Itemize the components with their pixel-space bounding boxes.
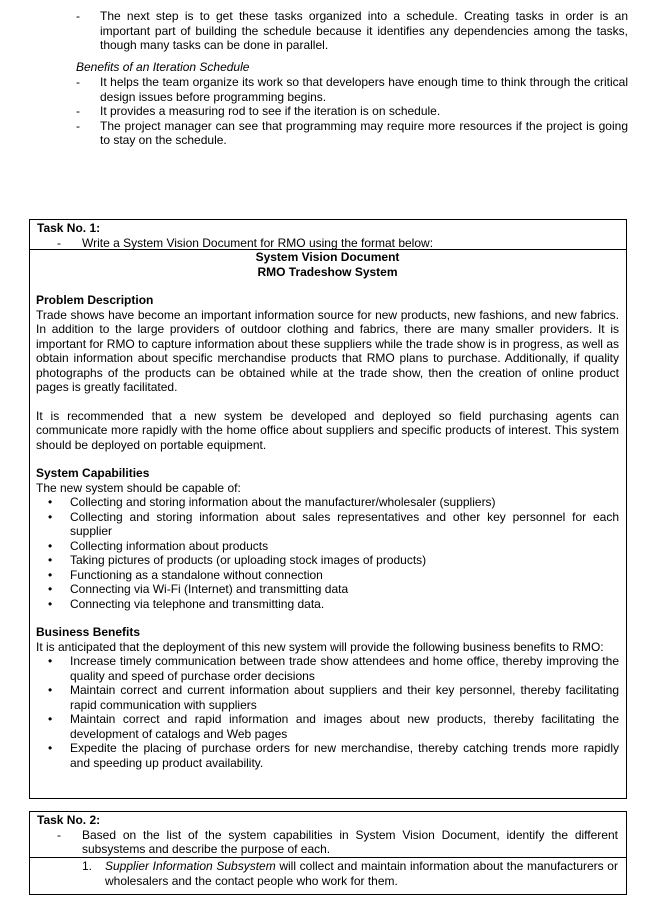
benefit-item bbox=[76, 119, 628, 148]
business-benefit-item bbox=[36, 654, 619, 683]
capability-item-text: Collecting and storing information about sales representatives and other key personnel for each supplier bbox=[70, 509, 619, 538]
benefit-item bbox=[76, 75, 628, 104]
problem-paragraph-2: It is recommended that a new system be developed and deployed so field purchasing agents can communicate more rapidly with the home office about suppliers and specific products of interest. This system should be deployed on portable equipment. bbox=[36, 408, 619, 452]
capability-item bbox=[36, 553, 619, 568]
capabilities-intro: The new system should be capable of: bbox=[36, 480, 241, 495]
benefit-item-text: It provides a measuring rod to see if the iteration is on schedule. bbox=[100, 104, 441, 118]
bullet-icon: • bbox=[48, 567, 53, 582]
capability-item bbox=[36, 510, 619, 539]
dash-marker: - bbox=[76, 75, 80, 89]
business-benefit-item bbox=[36, 741, 619, 770]
benefit-item bbox=[76, 104, 628, 119]
bullet-icon: • bbox=[48, 538, 53, 553]
dash-marker: - bbox=[57, 827, 61, 842]
business-benefit-text: Increase timely communication between trade show attendees and home office, thereby improving the quality and speed of purchase order decisions bbox=[70, 654, 619, 683]
bullet-icon: • bbox=[48, 582, 53, 596]
capability-item-text: Connecting via telephone and transmitting data. bbox=[70, 596, 325, 611]
capability-item-text: Taking pictures of products (or uploading stock images of products) bbox=[70, 553, 427, 567]
capability-item bbox=[36, 539, 619, 554]
intro-item bbox=[76, 9, 628, 53]
problem-paragraph-1: Trade shows have become an important information source for new products, new fashions, and new fabrics. In addition to the large providers of outdoor clothing and fabrics, there are many smaller providers. It is important for RMO to capture information about these suppliers while the trade show is in progress, as well as obtain information about specific merchandise products that RMO plans to purchase. Additionally, if quality photographs of the products can be obtained while at the trade show, then the creation of online product pages is greatly facilitated. bbox=[36, 307, 619, 394]
business-benefit-text: Maintain correct and current information about suppliers and their key personnel, thereby facilitating rapid communication with suppliers bbox=[70, 683, 619, 712]
dash-marker: - bbox=[76, 104, 80, 118]
capabilities-heading: System Capabilities bbox=[36, 466, 150, 480]
capability-item bbox=[36, 597, 619, 612]
business-benefits-intro: It is anticipated that the deployment of this new system will provide the following business benefits to RMO: bbox=[36, 639, 604, 654]
dash-marker: - bbox=[76, 9, 80, 23]
capability-item bbox=[36, 568, 619, 583]
business-benefit-text: Expedite the placing of purchase orders for new merchandise, thereby catching trends more rapidly and speeding up product availability. bbox=[70, 741, 619, 770]
capabilities-list bbox=[36, 495, 619, 611]
benefits-heading: Benefits of an Iteration Schedule bbox=[76, 60, 250, 74]
task2-box bbox=[29, 811, 627, 895]
bullet-icon: • bbox=[48, 596, 53, 611]
task2-instruction-text: Based on the list of the system capabilities in System Vision Document, identify the different subsystems and describe the purpose of each. bbox=[82, 827, 618, 856]
intro-item-text: The next step is to get these tasks organized into a schedule. Creating tasks in order is an important part of building the schedule because it identifies any dependencies among the tasks, though many tasks can be done in parallel. bbox=[100, 9, 628, 52]
task2-item-number: 1. bbox=[82, 859, 93, 873]
bullet-icon: • bbox=[48, 741, 53, 755]
task1-box bbox=[29, 219, 627, 799]
bullet-icon: • bbox=[48, 654, 53, 668]
capability-item-text: Collecting information about products bbox=[70, 538, 269, 553]
dash-marker: - bbox=[57, 235, 61, 250]
problem-heading: Problem Description bbox=[36, 293, 154, 307]
dash-marker: - bbox=[76, 118, 80, 133]
capability-item-text: Functioning as a standalone without connection bbox=[70, 567, 323, 582]
benefit-item-text: It helps the team organize its work so that developers have enough time to think through the critical design issues before programming begins. bbox=[100, 75, 628, 104]
task1-instruction-text: Write a System Vision Document for RMO using the format below: bbox=[82, 235, 434, 250]
bullet-icon: • bbox=[48, 683, 53, 697]
task2-item-name: Supplier Information Subsystem bbox=[105, 859, 276, 873]
task2-label: Task No. 2: bbox=[37, 813, 101, 827]
business-benefits-list bbox=[36, 654, 619, 770]
intro-list bbox=[76, 9, 628, 53]
vision-document bbox=[36, 250, 619, 770]
doc-subtitle: RMO Tradeshow System bbox=[257, 264, 398, 279]
task2-divider bbox=[30, 857, 626, 858]
business-benefit-text: Maintain correct and rapid information and images about new products, thereby facilitating the development of catalogs and Web pages bbox=[70, 712, 619, 741]
benefit-item-text: The project manager can see that programming may require more resources if the project is going to stay on the schedule. bbox=[100, 118, 628, 147]
capability-item-text: Connecting via Wi-Fi (Internet) and transmitting data bbox=[70, 582, 349, 596]
bullet-icon: • bbox=[48, 712, 53, 726]
business-benefits-heading: Business Benefits bbox=[36, 625, 141, 639]
task2-item-text: will collect and maintain information about the manufacturers or wholesalers and the contact people who work for them. bbox=[105, 859, 618, 888]
business-benefit-item bbox=[36, 712, 619, 741]
benefits-list bbox=[76, 75, 628, 148]
business-benefit-item bbox=[36, 683, 619, 712]
bullet-icon: • bbox=[48, 509, 53, 524]
capability-item bbox=[36, 582, 619, 597]
capability-item bbox=[36, 495, 619, 510]
bullet-icon: • bbox=[48, 495, 53, 509]
task1-label: Task No. 1: bbox=[37, 221, 101, 235]
task2-item bbox=[30, 859, 618, 888]
bullet-icon: • bbox=[48, 553, 53, 567]
doc-title: System Vision Document bbox=[255, 250, 400, 264]
task1-instruction bbox=[30, 236, 626, 251]
task2-instruction bbox=[30, 828, 626, 857]
capability-item-text: Collecting and storing information about the manufacturer/wholesaler (suppliers) bbox=[70, 495, 496, 509]
